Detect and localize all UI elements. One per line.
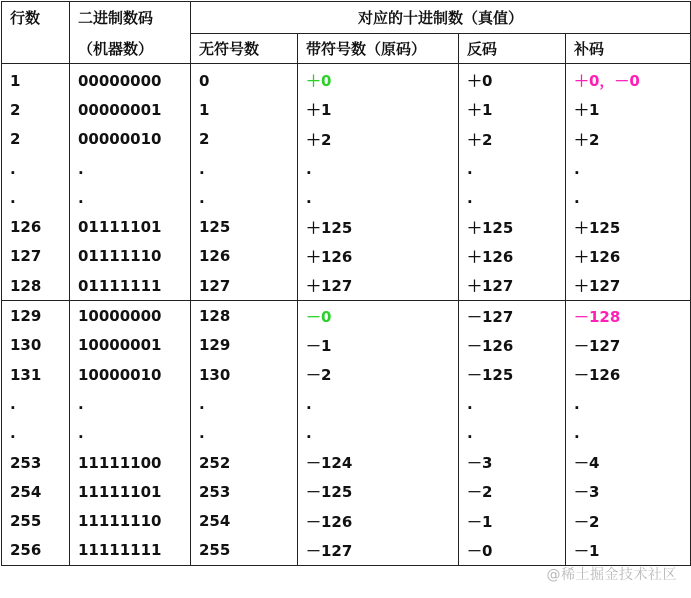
table-row [2, 154, 691, 183]
table-row [2, 448, 691, 477]
table-header [2, 2, 691, 64]
table-row [2, 183, 691, 212]
signed-cell: －1 [298, 331, 459, 360]
binary-cell: 10000001 [70, 331, 191, 360]
binary-cell: 00000001 [70, 95, 191, 124]
header-row-index: 行数 [2, 2, 70, 34]
binary-cell: 11111101 [70, 477, 191, 506]
unsigned-cell: 252 [191, 448, 298, 477]
row-index-cell: 131 [2, 360, 70, 389]
ones-complement-cell: ＋2 [459, 125, 566, 154]
twos-complement-cell: ＋125 [566, 212, 691, 241]
signed-cell: . [298, 183, 459, 212]
signed-cell: ＋127 [298, 271, 459, 301]
unsigned-cell: 129 [191, 331, 298, 360]
signed-cell: －125 [298, 477, 459, 506]
twos-complement-cell: －1 [566, 536, 691, 566]
twos-complement-cell: ＋0，－0 [566, 64, 691, 96]
table-row [2, 536, 691, 566]
signed-cell: ＋125 [298, 212, 459, 241]
signed-cell: －126 [298, 506, 459, 535]
ones-complement-cell: －0 [459, 536, 566, 566]
table-row [2, 419, 691, 448]
table-row [2, 271, 691, 301]
ones-complement-cell: －127 [459, 301, 566, 331]
watermark: @稀土掘金技术社区 [546, 567, 677, 583]
header-signed: 带符号数（原码） [298, 34, 459, 64]
header-twos-complement: 补码 [566, 34, 691, 64]
ones-complement-cell: ＋126 [459, 242, 566, 271]
twos-complement-cell: －127 [566, 331, 691, 360]
twos-complement-cell: ＋1 [566, 95, 691, 124]
ones-complement-cell: －125 [459, 360, 566, 389]
unsigned-cell: . [191, 419, 298, 448]
signed-cell: . [298, 389, 459, 418]
table-section-negative [2, 301, 691, 566]
twos-complement-cell: －3 [566, 477, 691, 506]
unsigned-cell: . [191, 183, 298, 212]
table-row [2, 95, 691, 124]
unsigned-cell: . [191, 154, 298, 183]
unsigned-cell: 130 [191, 360, 298, 389]
twos-complement-cell: . [566, 389, 691, 418]
header-binary: 二进制数码 [70, 2, 191, 34]
table-row [2, 389, 691, 418]
ones-complement-cell: －2 [459, 477, 566, 506]
table-row [2, 242, 691, 271]
binary-cell: 10000000 [70, 301, 191, 331]
row-index-cell: . [2, 419, 70, 448]
table-row [2, 331, 691, 360]
twos-complement-cell: ＋126 [566, 242, 691, 271]
row-index-cell: 256 [2, 536, 70, 566]
binary-cell: 00000010 [70, 125, 191, 154]
ones-complement-cell: －1 [459, 506, 566, 535]
row-index-cell: 2 [2, 95, 70, 124]
signed-cell: －2 [298, 360, 459, 389]
row-index-cell: . [2, 183, 70, 212]
twos-complement-cell: －2 [566, 506, 691, 535]
table-row [2, 64, 691, 96]
table-row [2, 301, 691, 331]
twos-complement-cell: . [566, 183, 691, 212]
binary-cell: 01111111 [70, 271, 191, 301]
row-index-cell: 127 [2, 242, 70, 271]
unsigned-cell: 253 [191, 477, 298, 506]
binary-cell: 11111111 [70, 536, 191, 566]
unsigned-cell: 125 [191, 212, 298, 241]
unsigned-cell: 0 [191, 64, 298, 96]
ones-complement-cell: . [459, 183, 566, 212]
signed-cell: ＋2 [298, 125, 459, 154]
ones-complement-cell: －126 [459, 331, 566, 360]
twos-complement-cell: . [566, 154, 691, 183]
ones-complement-cell: ＋127 [459, 271, 566, 301]
signed-cell: ＋1 [298, 95, 459, 124]
table-row [2, 506, 691, 535]
binary-cell: 10000010 [70, 360, 191, 389]
binary-cell: 11111100 [70, 448, 191, 477]
binary-cell: 00000000 [70, 64, 191, 96]
header-row-index-blank [2, 34, 70, 64]
binary-cell: 01111110 [70, 242, 191, 271]
ones-complement-cell: ＋125 [459, 212, 566, 241]
ones-complement-cell: －3 [459, 448, 566, 477]
unsigned-cell: 255 [191, 536, 298, 566]
binary-cell: . [70, 389, 191, 418]
header-decimal-group: 对应的十进制数（真值） [191, 2, 691, 34]
ones-complement-cell: ＋1 [459, 95, 566, 124]
signed-cell: －124 [298, 448, 459, 477]
row-index-cell: 253 [2, 448, 70, 477]
binary-cell: . [70, 183, 191, 212]
twos-complement-cell: －128 [566, 301, 691, 331]
table-row [2, 125, 691, 154]
signed-cell: ＋0 [298, 64, 459, 96]
row-index-cell: 2 [2, 125, 70, 154]
unsigned-cell: 126 [191, 242, 298, 271]
row-index-cell: 255 [2, 506, 70, 535]
ones-complement-cell: . [459, 389, 566, 418]
signed-cell: －0 [298, 301, 459, 331]
ones-complement-cell: ＋0 [459, 64, 566, 96]
row-index-cell: . [2, 389, 70, 418]
signed-cell: ＋126 [298, 242, 459, 271]
row-index-cell: 1 [2, 64, 70, 96]
row-index-cell: 130 [2, 331, 70, 360]
ones-complement-cell: . [459, 419, 566, 448]
signed-cell: . [298, 419, 459, 448]
twos-complement-cell: . [566, 419, 691, 448]
table-row [2, 212, 691, 241]
row-index-cell: 126 [2, 212, 70, 241]
table-row [2, 360, 691, 389]
unsigned-cell: 254 [191, 506, 298, 535]
ones-complement-cell: . [459, 154, 566, 183]
table-row [2, 477, 691, 506]
row-index-cell: 254 [2, 477, 70, 506]
header-binary-sub: （机器数） [70, 34, 191, 64]
binary-cell: 01111101 [70, 212, 191, 241]
unsigned-cell: 1 [191, 95, 298, 124]
unsigned-cell: 127 [191, 271, 298, 301]
row-index-cell: . [2, 154, 70, 183]
binary-cell: . [70, 154, 191, 183]
signed-cell: . [298, 154, 459, 183]
binary-cell: . [70, 419, 191, 448]
unsigned-cell: 128 [191, 301, 298, 331]
twos-complement-cell: ＋2 [566, 125, 691, 154]
header-unsigned: 无符号数 [191, 34, 298, 64]
twos-complement-cell: ＋127 [566, 271, 691, 301]
encoding-table [1, 1, 691, 566]
row-index-cell: 128 [2, 271, 70, 301]
twos-complement-cell: －126 [566, 360, 691, 389]
header-ones-complement: 反码 [459, 34, 566, 64]
unsigned-cell: . [191, 389, 298, 418]
row-index-cell: 129 [2, 301, 70, 331]
twos-complement-cell: －4 [566, 448, 691, 477]
signed-cell: －127 [298, 536, 459, 566]
table-section-positive [2, 64, 691, 301]
binary-cell: 11111110 [70, 506, 191, 535]
unsigned-cell: 2 [191, 125, 298, 154]
